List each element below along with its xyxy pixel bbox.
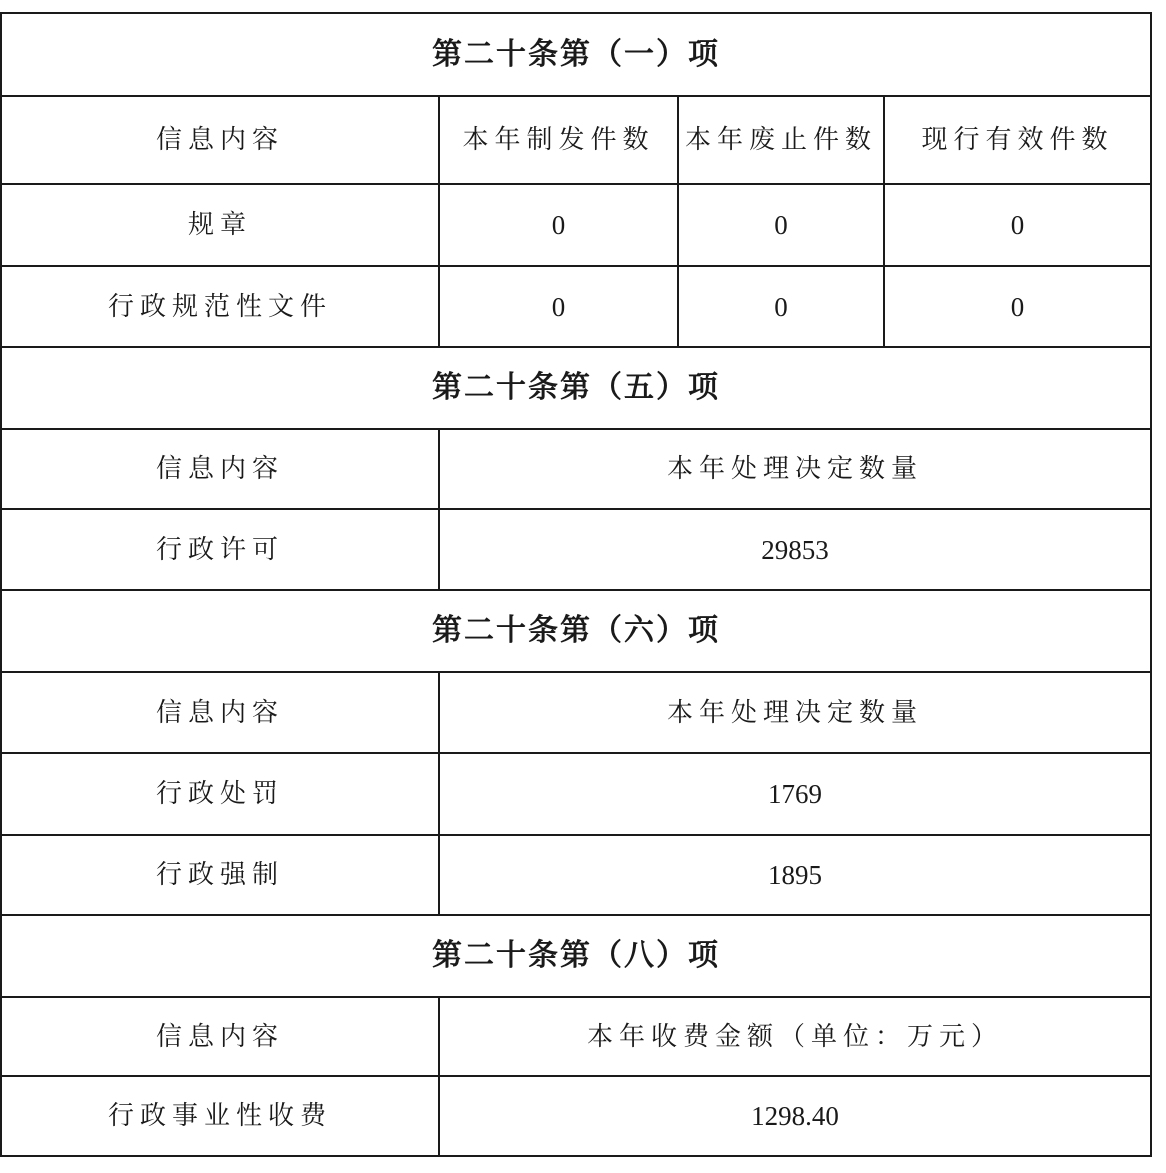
section-8-title-row — [1, 915, 1151, 997]
section-6-header-count: 本年处理决定数量 — [439, 672, 1151, 753]
section-8-header-content: 信息内容 — [1, 997, 439, 1076]
section-5-header-content: 信息内容 — [1, 429, 439, 509]
cell-administrative-enforcement-count: 1895 — [439, 835, 1151, 915]
row-label-administrative-fees: 行政事业性收费 — [1, 1076, 439, 1156]
table-row — [1, 753, 1151, 835]
row-label-administrative-license: 行政许可 — [1, 509, 439, 590]
row-label-administrative-enforcement: 行政强制 — [1, 835, 439, 915]
cell-normative-repealed: 0 — [678, 266, 884, 347]
section-1-title: 第二十条第（一）项 — [1, 13, 1151, 96]
section-8-header-row — [1, 997, 1151, 1076]
cell-rules-repealed: 0 — [678, 184, 884, 266]
table-row — [1, 184, 1151, 266]
row-label-normative-documents: 行政规范性文件 — [1, 266, 439, 347]
cell-normative-valid: 0 — [884, 266, 1151, 347]
table-row — [1, 509, 1151, 590]
section-6-header-row — [1, 672, 1151, 753]
disclosure-table — [0, 12, 1152, 1157]
section-1-header-repealed: 本年废止件数 — [678, 96, 884, 184]
section-6-title: 第二十条第（六）项 — [1, 590, 1151, 672]
section-5-header-count: 本年处理决定数量 — [439, 429, 1151, 509]
section-6-title-row — [1, 590, 1151, 672]
section-8-header-fee: 本年收费金额（单位：万元） — [439, 997, 1151, 1076]
cell-administrative-penalty-count: 1769 — [439, 753, 1151, 835]
section-1-header-content: 信息内容 — [1, 96, 439, 184]
section-8-title: 第二十条第（八）项 — [1, 915, 1151, 997]
table-row — [1, 266, 1151, 347]
section-1-header-row — [1, 96, 1151, 184]
section-5-title-row — [1, 347, 1151, 429]
section-5-title: 第二十条第（五）项 — [1, 347, 1151, 429]
cell-rules-issued: 0 — [439, 184, 678, 266]
section-1-header-issued: 本年制发件数 — [439, 96, 678, 184]
row-label-rules: 规章 — [1, 184, 439, 266]
table-row — [1, 1076, 1151, 1156]
section-1-header-valid: 现行有效件数 — [884, 96, 1151, 184]
cell-administrative-fees-amount: 1298.40 — [439, 1076, 1151, 1156]
section-6-header-content: 信息内容 — [1, 672, 439, 753]
table-row — [1, 835, 1151, 915]
cell-administrative-license-count: 29853 — [439, 509, 1151, 590]
row-label-administrative-penalty: 行政处罚 — [1, 753, 439, 835]
cell-rules-valid: 0 — [884, 184, 1151, 266]
section-5-header-row — [1, 429, 1151, 509]
section-1-title-row — [1, 13, 1151, 96]
cell-normative-issued: 0 — [439, 266, 678, 347]
